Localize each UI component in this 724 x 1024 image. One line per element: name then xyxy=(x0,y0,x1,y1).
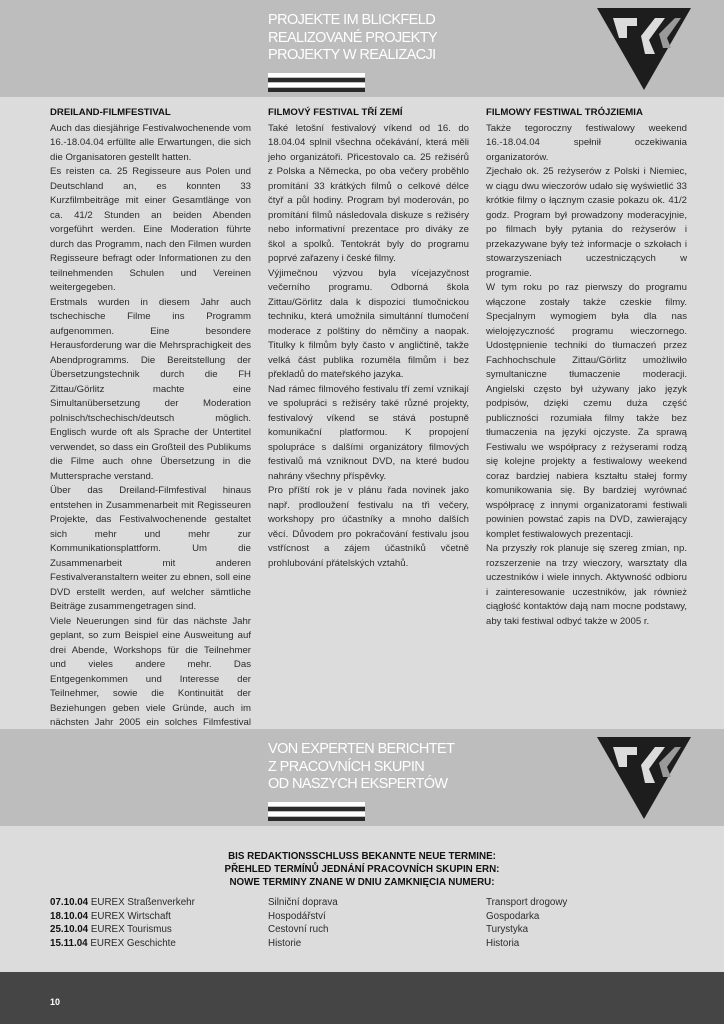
list-item: Historie xyxy=(268,937,302,949)
paragraph: W tym roku po raz pierwszy do programu włączone zostały także czeskie filmy. Specjalnym wymogiem była dla nas wielojęzyczność programu wieczornego. Udostępnienie techniki do tłumaczeń przez Fachhochschule Zittau/Görlitz umożliwiło symultaniczne tłumaczenie moderacji. Angielski często był używany jako język podpisów, dzięki czemu duża część publiczności rozumiała filmy także bez tłumaczenia na języki ojczyste. Za sprawą Festiwalu we współpracy z reżyserami rodzą się kolejne projekty a festiwalowy weekend coraz bardziej nabiera kształtu stałej formy komunikowania się. By bardziej wyrównać współpracę z innymi organizatorami festiwali powinien powstać zapis na DVD, zawierający komplet festiwalowych prezentacji. xyxy=(486,282,687,540)
column-title: FILMOWY FESTIWAL TRÓJZIEMIA xyxy=(486,107,643,118)
dates-heading-pl: NOWE TERMINY ZNANE W DNIU ZAMKNIĘCIA NUMERU: xyxy=(229,877,495,888)
column-title: DREILAND-FILMFESTIVAL xyxy=(50,107,171,118)
column-german xyxy=(50,106,251,745)
list-item: 18.10.04 EUREX Wirtschaft xyxy=(50,910,171,922)
list-item: Silniční doprava xyxy=(268,897,338,908)
column-polish xyxy=(486,106,687,629)
header-title-line-cz: REALIZOVANÉ PROJEKTY xyxy=(268,29,438,46)
section-title-line-cz: Z PRACOVNÍCH SKUPIN xyxy=(268,758,425,775)
list-item: Historia xyxy=(486,937,520,949)
list-item: 15.11.04 EUREX Geschichte xyxy=(50,937,176,949)
section-band xyxy=(0,729,724,826)
header-title-line-de: PROJEKTE IM BLICKFELD xyxy=(268,12,436,28)
paragraph: Nad rámec filmového festivalu tří zemí vznikají ve spolupráci s režiséry také různé projekty, festivalový víkend se stává postupně komunikační platformou. K propojení spolupráce s dalšími organizátory filmových festivalů má vzniknout DVD, na které budou nahrány všechny příspěvky. xyxy=(268,383,469,482)
paragraph: Pro příští rok je v plánu řada novinek jako např. prodloužení festivalu na tři večery, workshopy pro účastníky a mnoho dalších věcí. Důvodem pro pokračování festivalu jsou vstřícnost a zájem účastníků včetně prohlubování přátelských vztahů. xyxy=(268,485,469,569)
paragraph: Na przyszły rok planuje się szereg zmian, np. rozszerzenie na trzy wieczory, warsztaty dla uczestników i wiele innych. Aktywność odbioru i zainteresowanie uczestników, jak również ciągłość kontaktów dają nam mocne podstawy, aby taki festiwal odbyć także w 2005 r. xyxy=(486,543,687,627)
list-item: 07.10.04 EUREX Straßenverkehr xyxy=(50,897,195,908)
dates-column-czech xyxy=(268,896,338,950)
paragraph: Zjechało ok. 25 reżyserów z Polski i Niemiec, w ciągu dwu wieczorów udało się wyświetlić 33 krótkie filmy o łącznym czasie pokazu ok. 41/2 godz. Program był prowadzony moderacyjnie, po filmach były pytania do reżyserów i przekazywane były też informacje o szkołach i stowarzyszeniach uczestniczących w programie. xyxy=(486,166,687,279)
paragraph: Es reisten ca. 25 Regisseure aus Polen und Deutschland an, es konnten 33 Kurzfilmbeiträge mit einer Gesamtlänge von ca. 41/2 Stunden an beiden Abenden vorgeführt werden. Eine Moderation führte durch das Programm, nach den Filmen wurden Regisseure befragt oder Informationen zu den teilnehmenden Schulen und Vereinen weitergegeben. xyxy=(50,166,251,293)
dates-heading-de: BIS REDAKTIONSSCHLUSS BEKANNTE NEUE TERMINE: xyxy=(228,851,496,862)
paragraph: Erstmals wurden in diesem Jahr auch tschechische Filme ins Programm aufgenommen. Eine besondere Herausforderung war die Mehrsprachigkeit des Abendprogramms. Die Bereitstellung der Übersetzungstechnik durch die FH Zittau/Görlitz machte eine Simultanübersetzung der Moderation polnisch/tschechisch/deutsch möglich. Englisch wurde oft als Sprache der Untertitel verwendet, so dass ein Großteil des Publikums die Filme auch ohne Übersetzung in die Muttersprache verstand. xyxy=(50,296,251,482)
paragraph: Výjimečnou výzvou byla vícejazyčnost večerního programu. Odborná škola Zittau/Görlitz dala k dispozici tlumočnickou techniku, která umožnila simultánní tlumočení moderace z polštiny do němčiny a naopak. Titulky k filmům byly často v angličtině, takže velká část publika rozuměla filmům i bez překladů do mateřského jazyka. xyxy=(268,267,469,380)
dates-heading-cz: PŘEHLED TERMÍNŮ JEDNÁNÍ PRACOVNÍCH SKUPIN ERN: xyxy=(224,864,500,875)
section-title xyxy=(268,741,454,794)
paragraph: Über das Dreiland-Filmfestival hinaus entstehen in Zusammenarbeit mit Regisseuren Projekte, das Festivalwochenende gestaltet sich mehr und mehr zur Kommunikationsplattform. Um die Zusammenarbeit mit anderen Festivalveranstaltern weiter zu ebnen, soll eine DVD erstellt werden, auf welcher sämtliche Beiträge zusammengetragen sind. xyxy=(50,485,251,612)
list-item: Gospodarka xyxy=(486,910,540,922)
dates-column-polish xyxy=(486,896,567,950)
paragraph: Také letošní festivalový víkend od 16. do 18.04.04 splnil všechna očekávání, která měli jeho organizátoři. Přicestovalo ca. 25 režisérů z Polska a Německa, po oba večery proběhlo promítání 33 krátkých filmů o celkové délce čtyř a půl hodiny. Program byl moderován, po promítání filmů následovala diskuze s režiséry nebo informativní prezentace pro diváky ze škol a spolků. Tentokrát byly do programu poprvé zařazeny i české filmy. xyxy=(268,122,469,264)
list-item: Turystyka xyxy=(486,924,529,936)
dates-column-german xyxy=(50,896,195,950)
list-item: Cestovní ruch xyxy=(268,924,329,936)
list-item: 25.10.04 EUREX Tourismus xyxy=(50,924,172,936)
section-stripes xyxy=(268,802,365,823)
page-number: 10 xyxy=(50,997,61,1007)
column-czech xyxy=(268,106,469,571)
section-title-line-pl: OD NASZYCH EKSPERTÓW xyxy=(268,776,448,792)
list-item: Hospodářství xyxy=(268,910,326,922)
list-item: Transport drogowy xyxy=(486,897,568,908)
triangle-logo-icon xyxy=(597,737,691,821)
triangle-logo-icon xyxy=(597,8,691,92)
dates-heading xyxy=(0,850,724,889)
column-title: FILMOVÝ FESTIVAL TŘÍ ZEMÍ xyxy=(268,107,403,118)
section-title-line-de: VON EXPERTEN BERICHTET xyxy=(268,741,455,757)
header-title xyxy=(268,12,437,65)
paragraph: Auch das diesjährige Festivalwochenende vom 16.-18.04.04 erfüllte alle Erwartungen, die sich die Organisatoren gestellt hatten. xyxy=(50,122,251,163)
header-band xyxy=(0,0,724,97)
paragraph: Viele Neuerungen sind für das nächste Jahr geplant, so zum Beispiel eine Ausweitung auf drei Abende, Workshops für die Teilnehmer und vieles andere mehr. Das Entgegenkommen und Interesse der Teilnehmer, sowie die Kontinuität der Beziehungen geben viele Gründe, auch im nächsten Jahr 2005 ein solches Filmfestival xyxy=(50,615,251,728)
paragraph: Także tegoroczny festiwalowy weekend 16.-18.04.04 spełnił oczekiwania organizatorów. xyxy=(486,122,687,163)
header-stripes xyxy=(268,73,365,94)
footer-bar xyxy=(0,972,724,1024)
header-title-line-pl: PROJEKTY W REALIZACJI xyxy=(268,47,436,63)
